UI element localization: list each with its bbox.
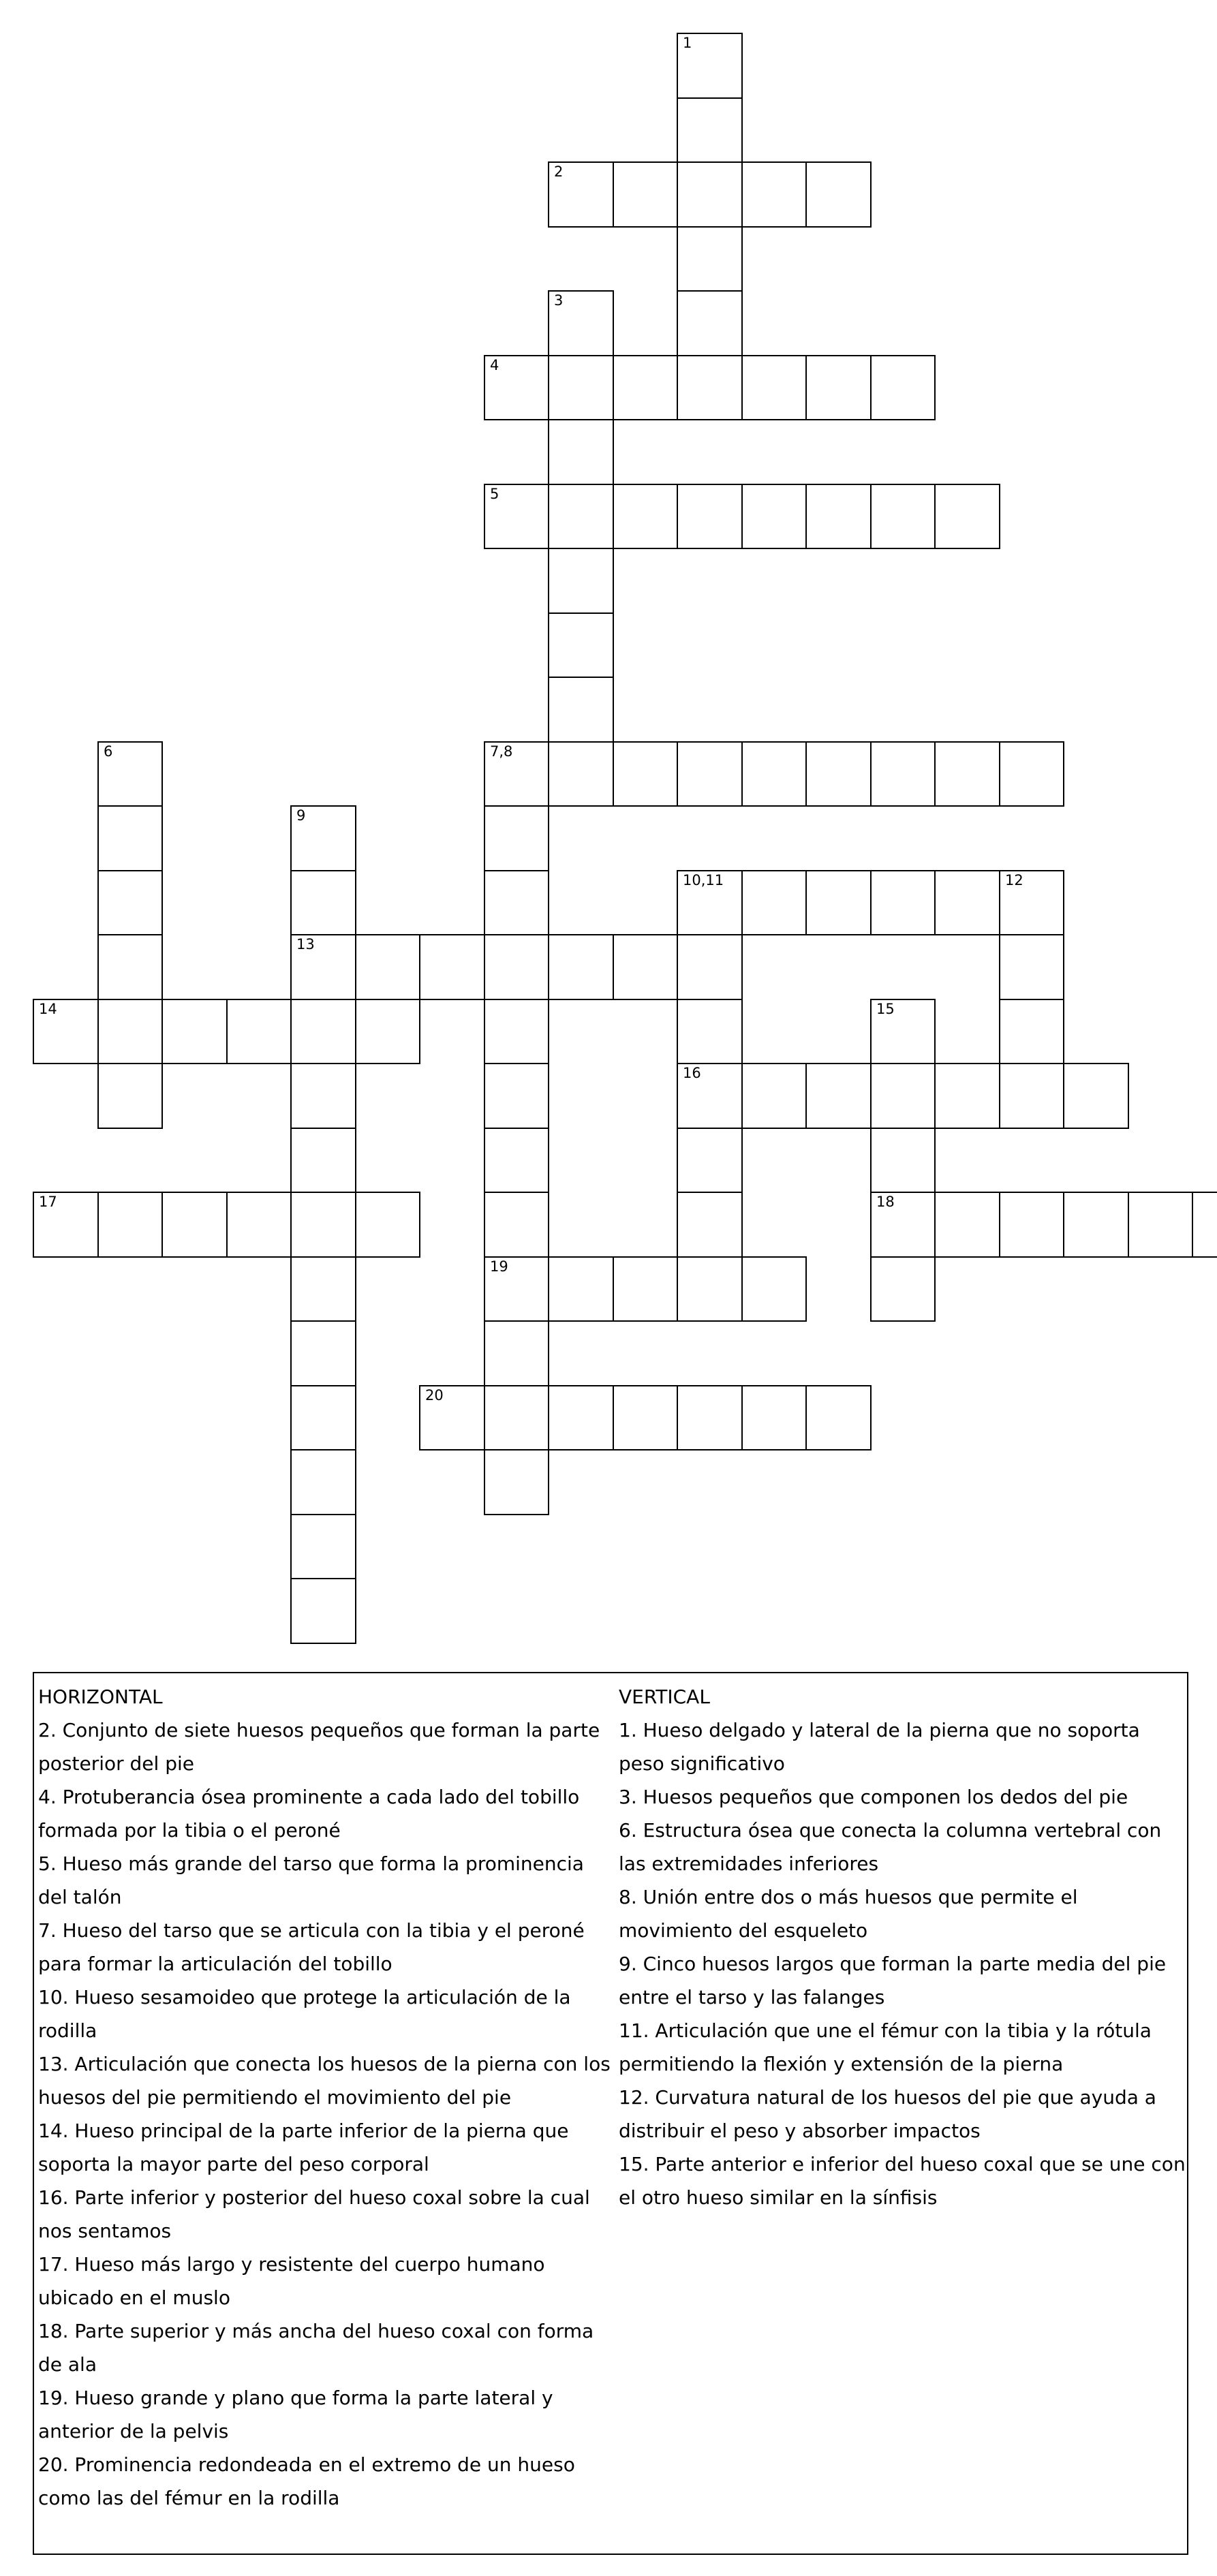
grid-cell[interactable]: [613, 1256, 678, 1322]
grid-cell[interactable]: [870, 1192, 936, 1258]
grid-cell[interactable]: [677, 226, 743, 292]
grid-cell[interactable]: [934, 1063, 1000, 1129]
grid-cell[interactable]: [805, 1385, 872, 1450]
grid-cell[interactable]: [677, 290, 743, 356]
grid-cell[interactable]: [548, 1385, 614, 1450]
clue-number: 4: [490, 357, 499, 373]
grid-cell[interactable]: [290, 1514, 356, 1579]
grid-cell[interactable]: [613, 741, 678, 807]
grid-cell[interactable]: [548, 934, 614, 1000]
clue-v-15: 15. Parte anterior e inferior del hueso coxal que se une con el otro hueso similar en la sínfisis: [619, 2153, 1186, 2209]
clue-v-6: 6. Estructura ósea que conecta la columna vertebral con las extremidades inferiores: [619, 1819, 1162, 1875]
grid-cell[interactable]: [999, 934, 1064, 1000]
grid-cell[interactable]: [97, 1063, 163, 1129]
grid-cell[interactable]: [290, 1385, 356, 1450]
grid-cell[interactable]: [741, 1385, 807, 1450]
clue-number: 6: [104, 743, 113, 760]
grid-cell[interactable]: [677, 161, 743, 228]
grid-cell[interactable]: [870, 1063, 936, 1129]
grid-cell[interactable]: [484, 1320, 549, 1386]
grid-cell[interactable]: [805, 741, 872, 807]
grid-cell[interactable]: [870, 1128, 936, 1193]
grid-cell[interactable]: [999, 999, 1064, 1064]
grid-cell[interactable]: [1192, 1192, 1217, 1258]
grid-cell[interactable]: [161, 999, 228, 1064]
clue-h-18: 18. Parte superior y más ancha del hueso coxal con forma de ala: [38, 2320, 594, 2376]
grid-cell[interactable]: [870, 741, 936, 807]
clue-h-10: 10. Hueso sesamoideo que protege la articulación de la rodilla: [38, 1986, 571, 2042]
grid-cell[interactable]: [870, 870, 936, 935]
grid-cell[interactable]: [161, 1192, 228, 1258]
grid-cell[interactable]: [613, 484, 678, 549]
grid-cell[interactable]: [677, 934, 743, 1000]
grid-cell[interactable]: [805, 484, 872, 549]
grid-cell[interactable]: [741, 484, 807, 549]
grid-cell[interactable]: [290, 1192, 356, 1258]
grid-cell[interactable]: [870, 1256, 936, 1322]
grid-cell[interactable]: [484, 1192, 549, 1258]
grid-cell[interactable]: [548, 484, 614, 549]
clue-number: 5: [490, 486, 499, 502]
grid-cell[interactable]: [999, 870, 1064, 935]
grid-cell[interactable]: [1128, 1192, 1193, 1258]
clue-number: 2: [554, 164, 564, 180]
grid-cell[interactable]: [290, 1256, 356, 1322]
grid-cell[interactable]: [548, 355, 614, 420]
clue-h-5: 5. Hueso más grande del tarso que forma la prominencia del talón: [38, 1852, 584, 1908]
grid-cell[interactable]: [741, 870, 807, 935]
grid-cell[interactable]: [677, 33, 743, 99]
clue-v-8: 8. Unión entre dos o más huesos que permite el movimiento del esqueleto: [619, 1886, 1078, 1942]
grid-cell[interactable]: [741, 355, 807, 420]
grid-cell[interactable]: [484, 1063, 549, 1129]
clue-v-1: 1. Hueso delgado y lateral de la pierna que no soporta peso significativo: [619, 1719, 1140, 1775]
vertical-heading: VERTICAL: [619, 1686, 710, 1708]
grid-cell[interactable]: [484, 484, 549, 549]
grid-cell[interactable]: [355, 934, 420, 1000]
grid-cell[interactable]: [97, 741, 163, 807]
grid-cell[interactable]: [484, 805, 549, 871]
clue-number: 7,8: [490, 743, 513, 760]
grid-cell[interactable]: [548, 1256, 614, 1322]
grid-cell[interactable]: [548, 741, 614, 807]
grid-cell[interactable]: [805, 870, 872, 935]
clue-number: 16: [683, 1065, 701, 1081]
grid-cell[interactable]: [870, 355, 936, 420]
clue-v-11: 11. Articulación que une el fémur con la tibia y la rótula permitiendo la flexión y extensión de la pierna: [619, 2019, 1152, 2075]
grid-cell[interactable]: [290, 999, 356, 1064]
grid-cell[interactable]: [677, 97, 743, 163]
grid-cell[interactable]: [355, 999, 420, 1064]
grid-cell[interactable]: [484, 355, 549, 420]
grid-cell[interactable]: [548, 677, 614, 743]
vertical-clues: [619, 1680, 1186, 2214]
grid-cell[interactable]: [97, 934, 163, 1000]
grid-cell[interactable]: [419, 1385, 485, 1450]
clue-h-20: 20. Prominencia redondeada en el extremo de un hueso como las del fémur en la rodilla: [38, 2453, 575, 2509]
clue-number: 18: [876, 1194, 895, 1210]
clue-number: 19: [490, 1258, 508, 1275]
clue-h-17: 17. Hueso más largo y resistente del cuerpo humano ubicado en el muslo: [38, 2253, 545, 2309]
grid-cell[interactable]: [870, 999, 936, 1064]
horizontal-heading: HORIZONTAL: [38, 1686, 163, 1708]
grid-cell[interactable]: [484, 1385, 549, 1450]
clue-number: 17: [39, 1194, 57, 1210]
grid-cell[interactable]: [226, 1192, 292, 1258]
clue-number: 14: [39, 1001, 57, 1017]
clue-v-12: 12. Curvatura natural de los huesos del pie que ayuda a distribuir el peso y absorber impactos: [619, 2086, 1156, 2142]
clue-h-16: 16. Parte inferior y posterior del hueso coxal sobre la cual nos sentamos: [38, 2186, 590, 2242]
clue-number: 9: [296, 807, 306, 824]
grid-cell[interactable]: [613, 355, 678, 420]
grid-cell[interactable]: [484, 1449, 549, 1515]
grid-cell[interactable]: [484, 1128, 549, 1193]
horizontal-clues: [38, 1680, 615, 2515]
grid-cell[interactable]: [548, 548, 614, 614]
clue-number: 12: [1005, 872, 1023, 888]
clue-box: [33, 1672, 1188, 2555]
grid-cell[interactable]: [484, 741, 549, 807]
grid-cell[interactable]: [677, 1385, 743, 1450]
clue-number: 3: [554, 292, 564, 309]
grid-cell[interactable]: [484, 870, 549, 935]
clue-h-13: 13. Articulación que conecta los huesos de la pierna con los huesos del pie permitiendo el movimiento del pie: [38, 2053, 611, 2109]
grid-cell[interactable]: [805, 161, 872, 228]
grid-cell[interactable]: [290, 1063, 356, 1129]
grid-cell[interactable]: [677, 355, 743, 420]
grid-cell[interactable]: [677, 870, 743, 935]
grid-cell[interactable]: [741, 741, 807, 807]
grid-cell[interactable]: [870, 484, 936, 549]
grid-cell[interactable]: [677, 1256, 743, 1322]
grid-cell[interactable]: [805, 355, 872, 420]
grid-cell[interactable]: [226, 999, 292, 1064]
grid-cell[interactable]: [290, 934, 356, 1000]
grid-cell[interactable]: [677, 1128, 743, 1193]
grid-cell[interactable]: [97, 1192, 163, 1258]
grid-cell[interactable]: [290, 1320, 356, 1386]
grid-cell[interactable]: [677, 1063, 743, 1129]
grid-cell[interactable]: [97, 999, 163, 1064]
grid-cell[interactable]: [290, 1449, 356, 1515]
grid-cell[interactable]: [934, 741, 1000, 807]
grid-cell[interactable]: [97, 870, 163, 935]
clue-number: 10,11: [683, 872, 724, 888]
clue-number: 13: [296, 936, 315, 952]
grid-cell[interactable]: [999, 1192, 1064, 1258]
grid-cell[interactable]: [548, 419, 614, 485]
grid-cell[interactable]: [484, 999, 549, 1064]
grid-cell[interactable]: [33, 1192, 99, 1258]
grid-cell[interactable]: [805, 1063, 872, 1129]
grid-cell[interactable]: [741, 1063, 807, 1129]
grid-cell[interactable]: [290, 1578, 356, 1644]
grid-cell[interactable]: [484, 934, 549, 1000]
grid-cell[interactable]: [548, 290, 614, 356]
grid-cell[interactable]: [999, 741, 1064, 807]
grid-cell[interactable]: [677, 1192, 743, 1258]
grid-cell[interactable]: [934, 484, 1000, 549]
grid-cell[interactable]: [33, 999, 99, 1064]
grid-cell[interactable]: [97, 805, 163, 871]
grid-cell[interactable]: [548, 612, 614, 678]
grid-cell[interactable]: [290, 870, 356, 935]
grid-cell[interactable]: [355, 1192, 420, 1258]
clue-v-3: 3. Huesos pequeños que componen los dedos del pie: [619, 1786, 1128, 1808]
clue-number: 1: [683, 35, 692, 51]
grid-cell[interactable]: [548, 161, 614, 228]
clue-h-14: 14. Hueso principal de la parte inferior de la pierna que soporta la mayor parte del peso corporal: [38, 2120, 569, 2175]
grid-cell[interactable]: [677, 999, 743, 1064]
clue-h-2: 2. Conjunto de siete huesos pequeños que forman la parte posterior del pie: [38, 1719, 600, 1775]
grid-cell[interactable]: [741, 1256, 807, 1322]
clue-v-9: 9. Cinco huesos largos que forman la parte media del pie entre el tarso y las falanges: [619, 1953, 1167, 2008]
grid-cell[interactable]: [677, 484, 743, 549]
grid-cell[interactable]: [677, 741, 743, 807]
clue-number: 20: [425, 1387, 444, 1403]
grid-cell[interactable]: [613, 161, 678, 228]
grid-cell[interactable]: [613, 1385, 678, 1450]
grid-cell[interactable]: [741, 161, 807, 228]
clue-h-4: 4. Protuberancia ósea prominente a cada lado del tobillo formada por la tibia o el peroné: [38, 1786, 580, 1842]
clue-number: 15: [876, 1001, 895, 1017]
grid-cell[interactable]: [934, 870, 1000, 935]
grid-cell[interactable]: [999, 1063, 1064, 1129]
clue-h-7: 7. Hueso del tarso que se articula con la tibia y el peroné para formar la articulación del tobillo: [38, 1919, 585, 1975]
grid-cell[interactable]: [1063, 1063, 1129, 1129]
grid-cell[interactable]: [613, 934, 678, 1000]
grid-cell[interactable]: [1063, 1192, 1129, 1258]
grid-cell[interactable]: [934, 1192, 1000, 1258]
clue-h-19: 19. Hueso grande y plano que forma la parte lateral y anterior de la pelvis: [38, 2387, 553, 2442]
grid-cell[interactable]: [290, 805, 356, 871]
grid-cell[interactable]: [484, 1256, 549, 1322]
grid-cell[interactable]: [419, 934, 485, 1000]
grid-cell[interactable]: [290, 1128, 356, 1193]
